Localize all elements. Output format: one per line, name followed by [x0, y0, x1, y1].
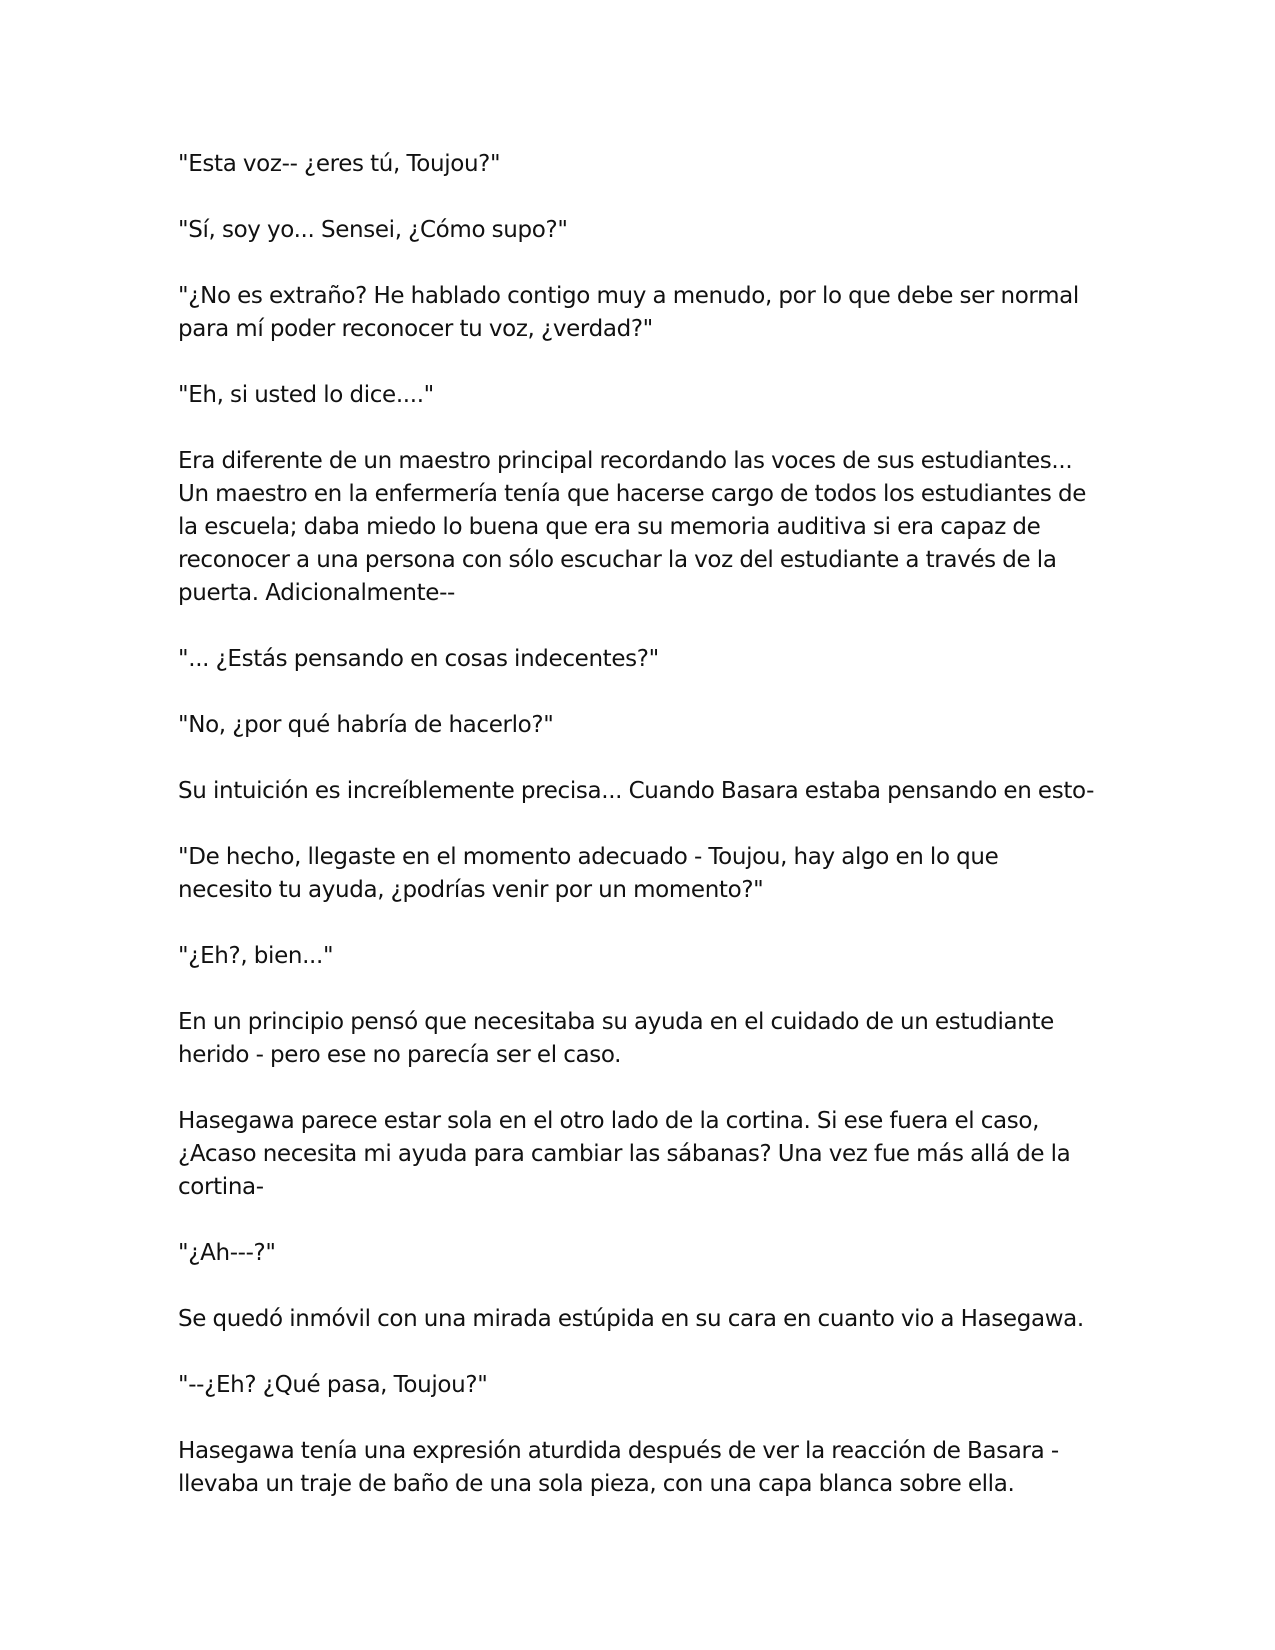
- paragraph: Su intuición es increíblemente precisa... Cuando Basara estaba pensando en esto-: [178, 778, 1095, 804]
- paragraph: "--¿Eh? ¿Qué pasa, Toujou?": [178, 1372, 488, 1398]
- paragraph: "¿Eh?, bien...": [178, 943, 334, 969]
- paragraph: "¿No es extraño? He hablado contigo muy a menudo, por lo que debe ser normal para mí poder reconocer tu voz, ¿verdad?": [178, 283, 1079, 342]
- paragraph: "Sí, soy yo... Sensei, ¿Cómo supo?": [178, 217, 568, 243]
- paragraph: "De hecho, llegaste en el momento adecuado - Toujou, hay algo en lo que necesito tu ayuda, ¿podrías venir por un momento?": [178, 844, 999, 903]
- paragraph: "Esta voz-- ¿eres tú, Toujou?": [178, 151, 501, 177]
- paragraph: "¿Ah---?": [178, 1240, 276, 1266]
- paragraph: Hasegawa parece estar sola en el otro lado de la cortina. Si ese fuera el caso, ¿Acaso necesita mi ayuda para cambiar las sábanas? Una vez fue más allá de la cortina-: [178, 1108, 1071, 1200]
- paragraph: Se quedó inmóvil con una mirada estúpida en su cara en cuanto vio a Hasegawa.: [178, 1306, 1084, 1332]
- document-body: [178, 148, 1098, 1534]
- paragraph: Hasegawa tenía una expresión aturdida después de ver la reacción de Basara - llevaba un traje de baño de una sola pieza, con una capa blanca sobre ella.: [178, 1438, 1059, 1497]
- paragraph: Era diferente de un maestro principal recordando las voces de sus estudiantes... Un maestro en la enfermería tenía que hacerse cargo de todos los estudiantes de la escuela; daba miedo lo buena que era su memoria auditiva si era capaz de reconocer a una persona con sólo escuchar la voz del estudiante a través de la puerta. Adicionalmente--: [178, 448, 1087, 606]
- paragraph: En un principio pensó que necesitaba su ayuda en el cuidado de un estudiante herido - pero ese no parecía ser el caso.: [178, 1009, 1054, 1068]
- paragraph: "... ¿Estás pensando en cosas indecentes?": [178, 646, 659, 672]
- paragraph: "Eh, si usted lo dice....": [178, 382, 434, 408]
- paragraph: "No, ¿por qué habría de hacerlo?": [178, 712, 554, 738]
